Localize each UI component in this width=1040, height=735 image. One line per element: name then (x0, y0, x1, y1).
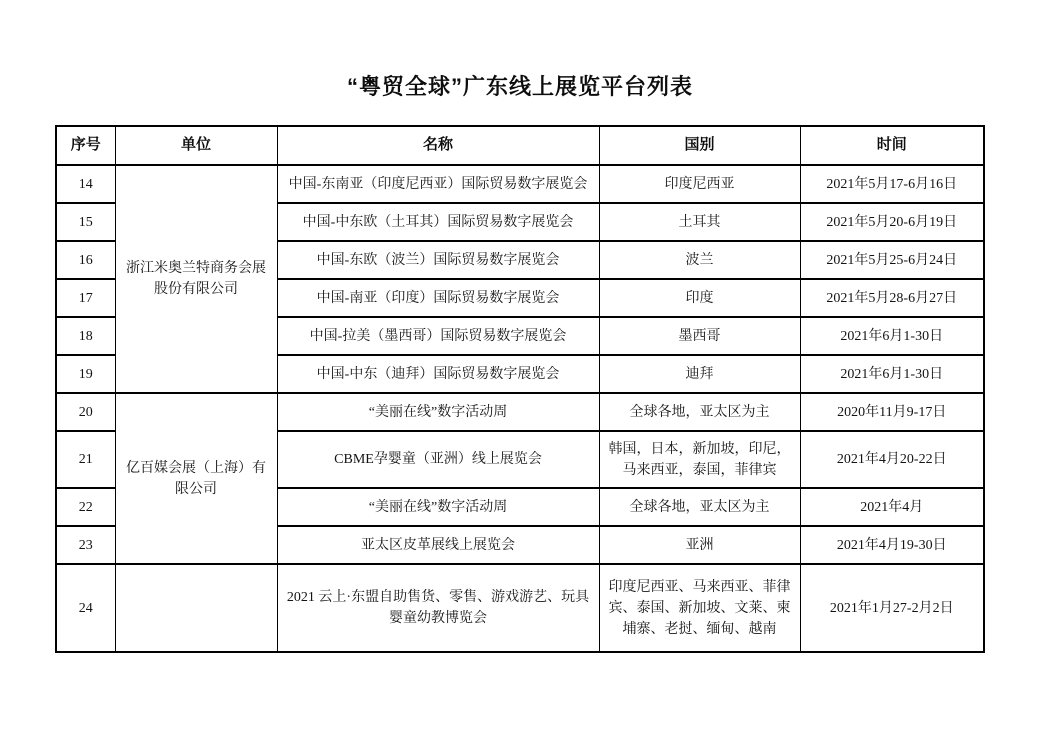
time-cell: 2020年11月9-17日 (800, 393, 984, 431)
serial-cell: 23 (56, 526, 115, 564)
name-cell: 2021 云上·东盟自助售货、零售、游戏游艺、玩具婴童幼教博览会 (277, 564, 599, 652)
name-cell: 中国-东欧（波兰）国际贸易数字展览会 (277, 241, 599, 279)
time-cell: 2021年5月28-6月27日 (800, 279, 984, 317)
col-header-org: 单位 (115, 126, 277, 165)
serial-cell: 17 (56, 279, 115, 317)
serial-cell: 22 (56, 488, 115, 526)
serial-cell: 14 (56, 165, 115, 203)
country-cell: 印度尼西亚、马来西亚、菲律宾、泰国、新加坡、文莱、柬埔寨、老挝、缅甸、越南 (599, 564, 800, 652)
serial-cell: 15 (56, 203, 115, 241)
country-cell: 韩国，日本，新加坡，印尼，马来西亚，泰国，菲律宾 (599, 431, 800, 488)
table-row (56, 165, 984, 203)
serial-cell: 21 (56, 431, 115, 488)
name-cell: 亚太区皮革展线上展览会 (277, 526, 599, 564)
country-cell: 迪拜 (599, 355, 800, 393)
col-header-name: 名称 (277, 126, 599, 165)
table-row (56, 564, 984, 652)
country-cell: 亚洲 (599, 526, 800, 564)
time-cell: 2021年6月1-30日 (800, 317, 984, 355)
country-cell: 波兰 (599, 241, 800, 279)
country-cell: 土耳其 (599, 203, 800, 241)
name-cell: 中国-中东（迪拜）国际贸易数字展览会 (277, 355, 599, 393)
org-cell: 亿百媒会展（上海）有限公司 (115, 393, 277, 564)
name-cell: “美丽在线”数字活动周 (277, 393, 599, 431)
serial-cell: 18 (56, 317, 115, 355)
name-cell: 中国-拉美（墨西哥）国际贸易数字展览会 (277, 317, 599, 355)
name-cell: 中国-南亚（印度）国际贸易数字展览会 (277, 279, 599, 317)
country-cell: 墨西哥 (599, 317, 800, 355)
time-cell: 2021年5月25-6月24日 (800, 241, 984, 279)
name-cell: “美丽在线”数字活动周 (277, 488, 599, 526)
exhibition-table (55, 125, 985, 653)
serial-cell: 20 (56, 393, 115, 431)
country-cell: 全球各地，亚太区为主 (599, 488, 800, 526)
serial-cell: 19 (56, 355, 115, 393)
time-cell: 2021年4月20-22日 (800, 431, 984, 488)
serial-cell: 24 (56, 564, 115, 652)
time-cell: 2021年4月 (800, 488, 984, 526)
table-row (56, 393, 984, 431)
time-cell: 2021年1月27-2月2日 (800, 564, 984, 652)
col-header-time: 时间 (800, 126, 984, 165)
time-cell: 2021年6月1-30日 (800, 355, 984, 393)
country-cell: 全球各地，亚太区为主 (599, 393, 800, 431)
name-cell: 中国-东南亚（印度尼西亚）国际贸易数字展览会 (277, 165, 599, 203)
time-cell: 2021年5月17-6月16日 (800, 165, 984, 203)
time-cell: 2021年4月19-30日 (800, 526, 984, 564)
page-title: “粤贸全球”广东线上展览平台列表 (346, 74, 693, 99)
name-cell: CBME孕婴童（亚洲）线上展览会 (277, 431, 599, 488)
serial-cell: 16 (56, 241, 115, 279)
org-cell: 浙江米奥兰特商务会展股份有限公司 (115, 165, 277, 393)
org-cell (115, 564, 277, 652)
col-header-country: 国别 (599, 126, 800, 165)
country-cell: 印度 (599, 279, 800, 317)
table-header-row (56, 126, 984, 165)
country-cell: 印度尼西亚 (599, 165, 800, 203)
col-header-no: 序号 (56, 126, 115, 165)
time-cell: 2021年5月20-6月19日 (800, 203, 984, 241)
name-cell: 中国-中东欧（土耳其）国际贸易数字展览会 (277, 203, 599, 241)
